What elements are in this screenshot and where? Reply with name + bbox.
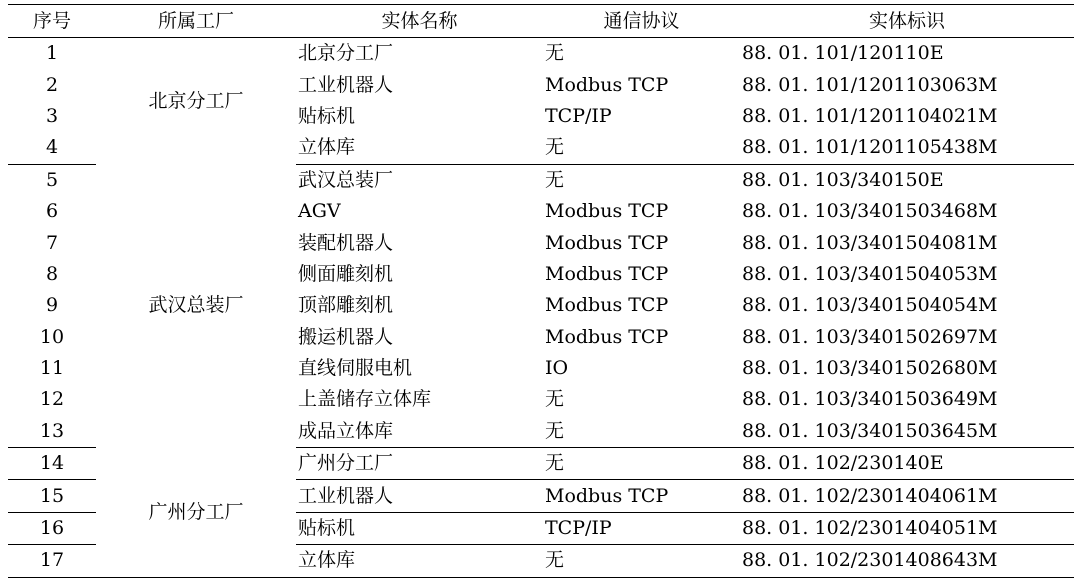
header-row: [8, 5, 1074, 38]
entity-name: 搬运机器人: [298, 325, 394, 348]
entity-identifier: 88. 01. 103/3401504054M: [742, 294, 998, 317]
row-index: 12: [39, 388, 65, 411]
entity-name: 侧面雕刻机: [298, 262, 394, 285]
communication-protocol: 无: [545, 168, 565, 191]
entity-name: 贴标机: [296, 512, 543, 544]
row-index: 17: [8, 545, 96, 577]
row-index: 9: [45, 294, 59, 317]
entity-identifier: 88. 01. 103/3401503649M: [742, 388, 998, 411]
factory-name: 武汉总装厂: [148, 294, 244, 317]
entity-name: 上盖储存立体库: [298, 388, 432, 411]
communication-protocol: Modbus TCP: [545, 200, 669, 223]
header-protocol: 通信协议: [543, 5, 740, 38]
communication-protocol: 无: [545, 42, 565, 65]
communication-protocol: 无: [543, 545, 740, 577]
table-row: [8, 448, 1074, 480]
entity-table: [8, 4, 1074, 578]
communication-protocol: 无: [543, 416, 740, 448]
row-index: 1: [45, 42, 59, 65]
header-id: 实体标识: [740, 5, 1074, 38]
communication-protocol: Modbus TCP: [545, 294, 669, 317]
communication-protocol: TCP/IP: [543, 512, 740, 544]
row-index: 5: [45, 168, 59, 191]
entity-name: 贴标机: [298, 104, 356, 127]
communication-protocol: 无: [545, 388, 565, 411]
row-index: 15: [8, 480, 96, 512]
entity-identifier: 88. 01. 101/1201105438M: [740, 132, 1074, 164]
entity-name: 立体库: [296, 132, 543, 164]
communication-protocol: Modbus TCP: [543, 480, 740, 512]
row-index: 10: [39, 325, 65, 348]
entity-identifier: 88. 01. 103/3401502680M: [742, 357, 998, 380]
entity-identifier: 88. 01. 103/3401503645M: [740, 416, 1074, 448]
entity-identifier: 88. 01. 103/3401504081M: [742, 231, 998, 254]
entity-identifier: 88. 01. 101/120110E: [742, 42, 944, 65]
table-row: [8, 164, 1074, 196]
row-index: 7: [45, 231, 59, 254]
row-index: 6: [45, 200, 59, 223]
entity-identifier: 88. 01. 101/1201104021M: [742, 104, 998, 127]
row-index: 13: [8, 416, 96, 448]
communication-protocol: 无: [543, 132, 740, 164]
entity-name: 北京分工厂: [298, 42, 394, 65]
communication-protocol: TCP/IP: [545, 104, 612, 127]
entity-name: 立体库: [296, 545, 543, 577]
entity-identifier: 88. 01. 102/2301404061M: [740, 480, 1074, 512]
factory-name: 广州分工厂: [96, 448, 296, 578]
row-index: 3: [45, 104, 59, 127]
entity-identifier: 88. 01. 101/1201103063M: [742, 73, 998, 96]
entity-name: 武汉总装厂: [298, 168, 394, 191]
entity-identifier: 88. 01. 103/3401502697M: [742, 325, 998, 348]
communication-protocol: 无: [543, 448, 740, 480]
entity-name: 工业机器人: [296, 480, 543, 512]
header-factory: 所属工厂: [96, 5, 296, 38]
table-header: [8, 5, 1074, 38]
row-index: 2: [45, 73, 59, 96]
entity-identifier: 88. 01. 102/230140E: [740, 448, 1074, 480]
group-beijing: [8, 38, 1074, 165]
entity-name: 工业机器人: [298, 73, 394, 96]
factory-name: 北京分工厂: [148, 89, 244, 112]
communication-protocol: Modbus TCP: [545, 325, 669, 348]
entity-name: 顶部雕刻机: [298, 294, 394, 317]
entity-identifier: 88. 01. 102/2301404051M: [740, 512, 1074, 544]
entity-name: 装配机器人: [298, 231, 394, 254]
communication-protocol: Modbus TCP: [545, 73, 669, 96]
entity-name: AGV: [298, 200, 341, 223]
row-index: 8: [45, 262, 59, 285]
communication-protocol: Modbus TCP: [545, 262, 669, 285]
header-entity: 实体名称: [296, 5, 543, 38]
communication-protocol: Modbus TCP: [545, 231, 669, 254]
entity-identifier: 88. 01. 103/340150E: [742, 168, 944, 191]
group-wuhan: [8, 164, 1074, 448]
entity-name: 广州分工厂: [296, 448, 543, 480]
header-index: 序号: [8, 5, 96, 38]
communication-protocol: IO: [545, 357, 569, 380]
entity-identifier: 88. 01. 102/2301408643M: [740, 545, 1074, 577]
row-index: 4: [8, 132, 96, 164]
group-guangzhou: [8, 448, 1074, 578]
entity-identifier: 88. 01. 103/3401503468M: [742, 200, 998, 223]
table-row: [8, 38, 1074, 70]
entity-name: 成品立体库: [296, 416, 543, 448]
row-index: 16: [8, 512, 96, 544]
entity-identifier: 88. 01. 103/3401504053M: [742, 262, 998, 285]
row-index: 11: [39, 357, 65, 380]
row-index: 14: [8, 448, 96, 480]
entity-name: 直线伺服电机: [298, 357, 413, 380]
